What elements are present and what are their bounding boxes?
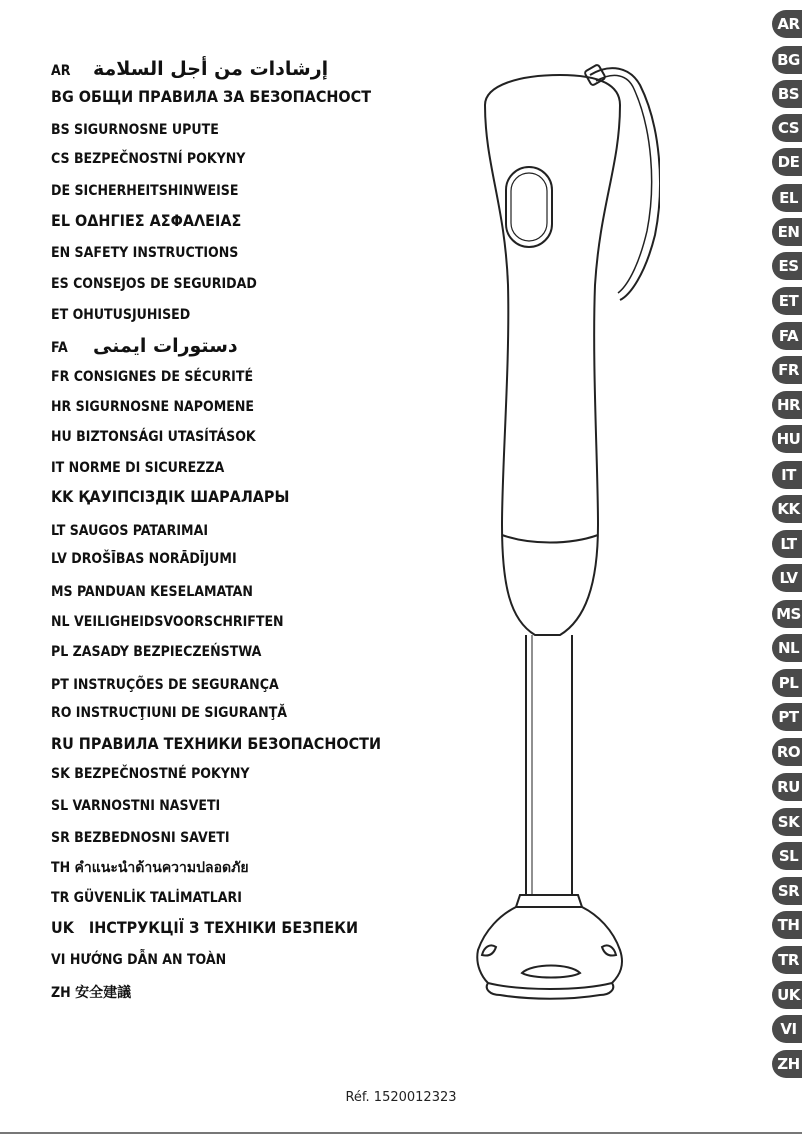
language-code: EL [51, 211, 71, 230]
title-text: PANDUAN KESELAMATAN [72, 584, 253, 600]
safety-title-cs [51, 150, 245, 168]
language-code: BS [51, 122, 70, 138]
language-code: EN [51, 245, 71, 261]
title-text: DROŠĪBAS NORĀDĪJUMI [66, 551, 237, 567]
language-tab-sl: SL [772, 842, 802, 870]
language-code: PL [51, 644, 69, 660]
language-tab-hu: HU [772, 425, 802, 453]
safety-title-kk [51, 488, 289, 506]
language-tab-lt: LT [772, 530, 802, 558]
language-code: RU [51, 734, 74, 753]
title-text: إرشادات من أجل السلامة [93, 58, 329, 80]
language-code: RO [51, 705, 72, 721]
safety-title-ru [51, 735, 381, 753]
safety-title-lv [51, 550, 237, 568]
title-text: SICHERHEITSHINWEISE [70, 183, 239, 199]
language-code: DE [51, 183, 71, 199]
title-text: GÜVENLİK TALİMATLARI [69, 890, 242, 906]
safety-title-bg [51, 88, 371, 106]
language-code: SL [51, 798, 69, 814]
title-text: VEILIGHEIDSVOORSCHRIFTEN [69, 614, 284, 630]
language-tab-pl: PL [772, 669, 802, 697]
language-code: PT [51, 677, 69, 693]
safety-title-vi [51, 951, 226, 969]
reference-number: Réf. 1520012323 [345, 1090, 457, 1105]
language-tab-pt: PT [772, 703, 802, 731]
language-code: TR [51, 890, 70, 906]
safety-title-pt [51, 676, 279, 694]
safety-title-en [51, 244, 238, 262]
language-tab-sr: SR [772, 877, 802, 905]
safety-title-fa [51, 337, 238, 357]
language-tab-sk: SK [772, 808, 802, 836]
title-text: SIGURNOSNE UPUTE [69, 122, 219, 138]
title-text: ΟΔΗΓΙΕΣ ΑΣΦΑΛΕΙΑΣ [70, 211, 242, 230]
language-code: ET [51, 307, 69, 323]
language-code: FA [51, 340, 68, 356]
language-tab-tr: TR [772, 946, 802, 974]
title-text: BIZTONSÁGI UTASÍTÁSOK [71, 429, 256, 445]
language-tab-ru: RU [772, 773, 802, 801]
language-tab-cs: CS [772, 114, 802, 142]
language-code: UK [51, 918, 74, 937]
safety-title-ar [51, 60, 328, 80]
language-tab-hr: HR [772, 391, 802, 419]
language-tab-th: TH [772, 911, 802, 939]
title-text: BEZBEDNOSNI SAVETI [69, 830, 230, 846]
title-text: OHUTUSJUHISED [68, 307, 191, 323]
title-text: SAFETY INSTRUCTIONS [70, 245, 239, 261]
language-tab-ms: MS [772, 600, 802, 628]
safety-title-sl [51, 797, 220, 815]
title-text: CONSIGNES DE SÉCURITÉ [69, 369, 254, 385]
language-code: NL [51, 614, 70, 630]
language-tab-en: EN [772, 218, 802, 246]
language-tab-de: DE [772, 148, 802, 176]
title-text: ZASADY BEZPIECZEŃSTWA [68, 644, 262, 660]
language-tab-et: ET [772, 287, 802, 315]
language-code: HR [51, 399, 72, 415]
language-code: FR [51, 369, 70, 385]
safety-title-nl [51, 613, 284, 631]
language-tab-bg: BG [772, 46, 802, 74]
language-code: AR [51, 63, 71, 79]
safety-title-uk [51, 919, 358, 937]
title-text: HƯỚNG DẪN AN TOÀN [65, 952, 227, 968]
language-tab-nl: NL [772, 634, 802, 662]
language-tab-ar: AR [772, 10, 802, 38]
language-tab-lv: LV [772, 564, 802, 592]
language-tab-bs: BS [772, 80, 802, 108]
language-code: KK [51, 487, 74, 506]
title-text: คำแนะนำด้านความปลอดภัย [70, 860, 249, 876]
language-code: MS [51, 584, 73, 600]
title-text: دستورات ایمنی [93, 335, 238, 357]
language-code: LV [51, 551, 67, 567]
language-tab-ro: RO [772, 738, 802, 766]
language-code: BG [51, 87, 74, 106]
safety-title-et [51, 306, 190, 324]
title-text: ІНСТРУКЦІЇ З ТЕХНІКИ БЕЗПЕКИ [73, 918, 359, 937]
safety-title-zh [51, 984, 131, 1002]
title-text: SIGURNOSNE NAPOMENE [71, 399, 255, 415]
safety-title-es [51, 275, 257, 293]
title-text: BEZPEČNOSTNÍ POKYNY [69, 151, 246, 167]
language-tab-es: ES [772, 252, 802, 280]
language-code: ZH [51, 985, 71, 1001]
safety-title-it [51, 459, 224, 477]
safety-title-th [51, 859, 249, 877]
safety-title-hr [51, 398, 254, 416]
language-code: HU [51, 429, 72, 445]
bottom-rule [0, 1132, 802, 1134]
title-text: ПРАВИЛА ТЕХНИКИ БЕЗОПАСНОСТИ [73, 734, 382, 753]
language-tab-fr: FR [772, 356, 802, 384]
title-text: 安全建議 [70, 985, 132, 1001]
title-text: SAUGOS PATARIMAI [65, 523, 209, 539]
safety-title-list [0, 0, 420, 1020]
language-tab-it: IT [772, 461, 802, 489]
title-text: ҚАУІПСІЗДІК ШАРАЛАРЫ [73, 487, 290, 506]
language-code: IT [51, 460, 65, 476]
title-text: INSTRUCŢIUNI DE SIGURANŢĂ [71, 705, 288, 721]
title-text: BEZPEČNOSTNÉ POKYNY [69, 766, 250, 782]
language-tab-vi: VI [772, 1015, 802, 1043]
language-code: SR [51, 830, 70, 846]
title-text: INSTRUÇÕES DE SEGURANÇA [68, 677, 279, 693]
title-text: NORME DI SICUREZZA [64, 460, 225, 476]
language-code: LT [51, 523, 66, 539]
safety-title-sk [51, 765, 250, 783]
hand-blender-icon [460, 45, 660, 1005]
language-code: ES [51, 276, 69, 292]
safety-title-pl [51, 643, 261, 661]
safety-title-sr [51, 829, 230, 847]
safety-title-lt [51, 522, 208, 540]
title-text: ОБЩИ ПРАВИЛА ЗА БЕЗОПАСНОСТ [73, 87, 372, 106]
language-code: CS [51, 151, 70, 167]
safety-title-fr [51, 368, 253, 386]
safety-title-hu [51, 428, 256, 446]
safety-title-tr [51, 889, 242, 907]
safety-title-bs [51, 121, 219, 139]
title-text: VARNOSTNI NASVETI [68, 798, 221, 814]
language-tabs [768, 0, 802, 1100]
language-tab-zh: ZH [772, 1050, 802, 1078]
language-tab-kk: KK [772, 495, 802, 523]
language-tab-uk: UK [772, 981, 802, 1009]
language-code: TH [51, 860, 71, 876]
language-tab-fa: FA [772, 322, 802, 350]
safety-title-el [51, 212, 241, 230]
safety-title-ms [51, 583, 253, 601]
language-code: VI [51, 952, 66, 968]
safety-title-de [51, 182, 238, 200]
language-code: SK [51, 766, 70, 782]
title-text: CONSEJOS DE SEGURIDAD [68, 276, 257, 292]
language-tab-el: EL [772, 184, 802, 212]
safety-title-ro [51, 704, 287, 722]
